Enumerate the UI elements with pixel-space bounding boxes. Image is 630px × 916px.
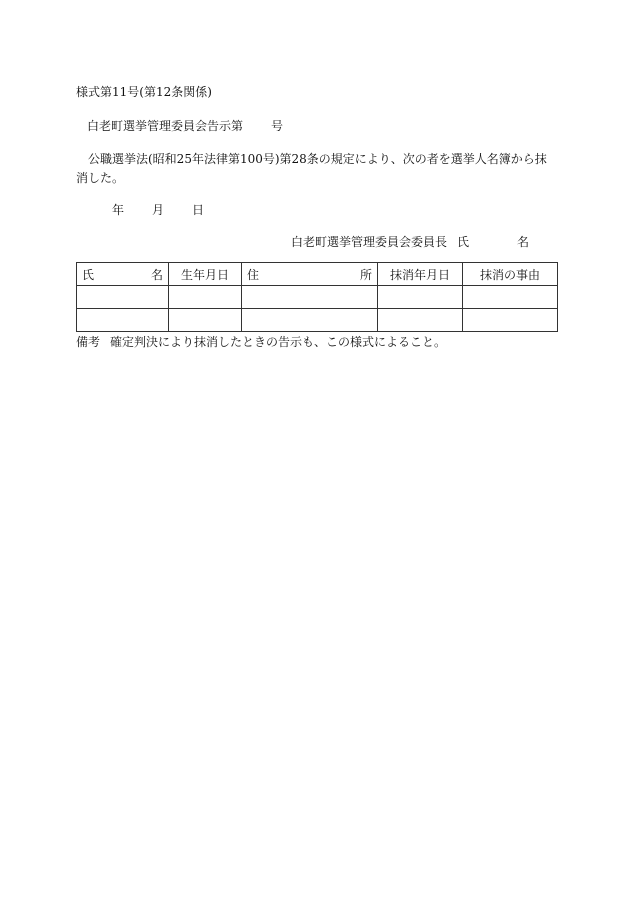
notice-title-suffix: 号	[271, 119, 284, 133]
header-address-left: 住	[247, 267, 260, 282]
header-name-right: 名	[150, 267, 163, 282]
remarks-label: 備考	[76, 335, 101, 349]
table-cell	[463, 309, 558, 332]
notice-title	[87, 118, 283, 134]
signer-title: 白老町選挙管理委員会委員長	[291, 235, 448, 249]
remarks	[76, 334, 446, 350]
table-cell	[378, 309, 463, 332]
header-address-right: 所	[359, 267, 372, 282]
table-cell	[169, 286, 242, 309]
header-deleted-date: 抹消年月日	[378, 263, 463, 286]
remarks-text: 確定判決により抹消したときの告示も、この様式によること。	[110, 335, 447, 349]
table-cell	[378, 286, 463, 309]
header-reason: 抹消の事由	[463, 263, 558, 286]
header-name	[77, 263, 169, 286]
table-header-row	[77, 263, 558, 286]
table-cell	[463, 286, 558, 309]
date-day: 日	[192, 203, 205, 217]
date-year: 年	[112, 203, 125, 217]
form-number: 様式第11号(第12条関係)	[76, 85, 212, 99]
deletion-table	[76, 262, 558, 332]
header-birthdate: 生年月日	[169, 263, 242, 286]
signer-name-first: 氏	[457, 235, 470, 249]
table-row	[77, 286, 558, 309]
header-name-left: 氏	[82, 267, 95, 282]
date-month: 月	[152, 203, 165, 217]
table-row	[77, 309, 558, 332]
signer-line	[291, 234, 529, 250]
table-cell	[169, 309, 242, 332]
signer-name-last: 名	[517, 235, 530, 249]
table-cell	[77, 309, 169, 332]
date-line	[112, 202, 204, 218]
notice-title-prefix: 白老町選挙管理委員会告示第	[87, 119, 244, 133]
table-cell	[77, 286, 169, 309]
table-cell	[242, 286, 378, 309]
header-address	[242, 263, 378, 286]
notice-body: 公職選挙法(昭和25年法律第100号)第28条の規定により、次の者を選挙人名簿から抹消した。	[76, 152, 547, 185]
table-cell	[242, 309, 378, 332]
